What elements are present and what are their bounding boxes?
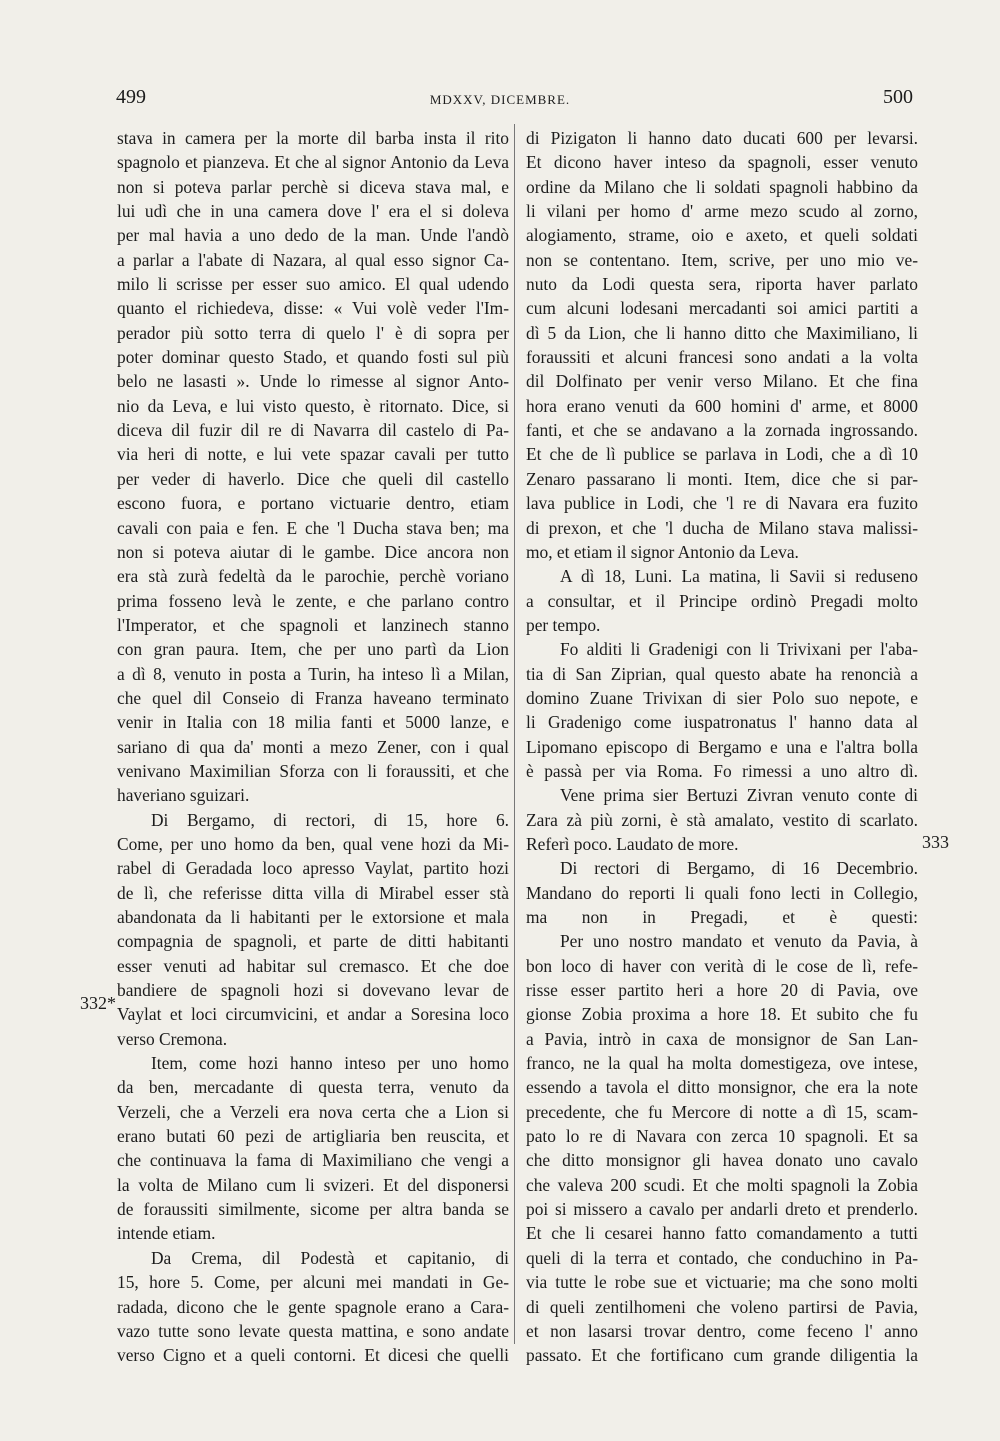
text-line: a dì 8, venuto in posta a Turin, ha inteso lì a Milan, <box>117 663 509 684</box>
text-line: precedente, che fu Mercore di notte a dì 15, scam- <box>526 1101 918 1122</box>
text-line: è passà per via Roma. Fo rimessi a uno altro dì. <box>526 760 918 781</box>
text-line: passato. Et che fortificano cum grande diligentia la <box>526 1345 918 1366</box>
text-line: la volta de Milano cum li svizeri. Et del disponersi <box>117 1174 509 1195</box>
page-header <box>0 86 1000 116</box>
running-title: MDXXV, DICEMBRE. <box>429 92 571 107</box>
text-line: per mal havia a uno dedo de la man. Unde l'andò <box>117 225 509 246</box>
text-line: poter dominar questo Stado, et quando fosti sul più <box>117 347 509 368</box>
margin-note-right: 333 <box>922 832 949 852</box>
text-line: et non lasarsi trovar dentro, come feceno l' anno <box>526 1320 918 1341</box>
text-line: tia di San Ziprian, qual questo abate ha renoncià a <box>526 663 918 684</box>
text-line: risse esser partito heri a hore 20 di Pavia, ove <box>526 980 918 1001</box>
text-line: venir in Italia con 18 milia fanti et 5000 lanze, e <box>117 712 509 733</box>
text-line: milo li scrisse per esser suo amico. El qual udendo <box>117 274 509 295</box>
text-line: Vene prima sier Bertuzi Zivran venuto conte di <box>560 785 918 806</box>
text-line: Et dicono haver inteso da spagnoli, esser venuto <box>526 152 918 173</box>
text-line: foraussiti et alcuni francesi sono andati a la volta <box>526 347 918 368</box>
text-line: non si poteva parlar perchè si diceva stava mal, e <box>117 176 509 197</box>
text-line: de foraussiti similmente, sicome per altra banda se <box>117 1199 509 1220</box>
text-line: sariano di qua da' monti a mezo Zener, con i qual <box>117 736 509 757</box>
text-line: franco, ne la qual ha molta domestigeza, ove intese, <box>526 1053 918 1074</box>
text-line: verso Cremona. <box>117 1028 228 1049</box>
text-line: non se contentano. Item, scrive, per uno mio ve- <box>526 249 918 270</box>
text-line: Referì poco. Laudato de more. <box>526 833 739 854</box>
left-column <box>117 126 509 1368</box>
text-line: diceva dil fuzir dil re di Navarra dil castelo di Pa- <box>117 420 509 441</box>
text-line: cum alcuni lodesani mercadanti soi amici partiti a <box>526 298 918 319</box>
column-divider <box>514 124 515 1344</box>
text-line: haveriano sguizari. <box>117 785 250 806</box>
text-line: Et che de lì publice se parlava in Lodi, che a dì 10 <box>526 444 918 465</box>
text-line: fanti, et che se andavano a la zornada ingrossando. <box>526 420 918 441</box>
text-line: bon loco di haver con verità di le cose de lì, refe- <box>526 955 918 976</box>
text-line: escono fuora, e portano victuarie dentro, etiam <box>117 493 509 514</box>
text-line: di queli zentilhomeni che voleno partirsi de Pavia, <box>526 1296 918 1317</box>
text-line: stava in camera per la morte dil barba insta il rito <box>117 128 509 148</box>
text-line: Fo alditi li Gradenigi con li Trivixani per l'aba- <box>560 639 918 660</box>
text-line: gionse Zobia proxima a hore 18. Et subito che fu <box>526 1004 918 1025</box>
text-line: via heri di notte, e lui vete spazar cavali per tutto <box>117 444 509 465</box>
text-line: Da Crema, dil Podestà et capitanio, di <box>151 1247 509 1268</box>
page-number-right: 500 <box>883 86 913 108</box>
text-line: spagnolo et pianzeva. Et che al signor Antonio da Leva <box>117 152 509 173</box>
text-line: a Pavia, intrò in caxa de monsignor de San Lan- <box>526 1028 918 1049</box>
text-line: che ditto monsignor gli havea donato uno cavalo <box>526 1150 918 1171</box>
text-line: l'Imperator, et che spagnoli et lanzinech stanno <box>117 614 509 635</box>
text-line: Zara zà più zorni, è stà amalato, vestito di scarlato. <box>526 809 918 830</box>
text-line: Zenaro passarano li monti. Item, dice che si par- <box>526 468 918 489</box>
text-line: dì 5 da Lion, che li hanno ditto che Maximiliano, li <box>526 322 918 343</box>
text-line: Item, come hozi hanno inteso per uno homo <box>151 1053 509 1074</box>
text-line: intende etiam. <box>117 1223 216 1244</box>
text-line: de lì, che referisse ditta villa di Mirabel esser stà <box>117 882 509 903</box>
text-line: verso Cigno et a queli contorni. Et dicesi che quelli <box>117 1345 509 1366</box>
text-line: Et che li cesarei hanno fatto comandamento a tutti <box>526 1223 918 1244</box>
text-line: essendo a tavola el ditto monsignor, che era la note <box>526 1077 918 1098</box>
text-line: alogiamento, strame, oio e axeto, et queli soldati <box>526 225 918 246</box>
text-line: Come, per uno homo da ben, qual vene hozi da Mi- <box>117 833 509 854</box>
text-line: ma non in Pregadi, et è questi: <box>526 907 918 927</box>
text-line: nio da Leva, e lui visto questo, è ritornato. Dice, si <box>117 395 509 416</box>
text-line: che quel dil Conseio di Franza haveano terminato <box>117 687 509 708</box>
text-line: di prexon, et che 'l ducha de Milano stava malissi- <box>526 517 918 538</box>
text-line: ordine da Milano che li soldati spagnoli habbino da <box>526 176 918 197</box>
text-line: erano butati 60 pezi de artigliaria ben reuscita, et <box>117 1126 509 1147</box>
text-line: li Gradenigo come iuspatronatus l' hanno data al <box>526 712 918 733</box>
text-line: a parlar a l'abate di Nazara, al qual esso signor Ca- <box>117 249 509 270</box>
text-line: con gran paura. Item, che per uno partì da Lion <box>117 639 509 660</box>
text-line: venivano Maximilian Sforza con li foraussiti, et che <box>117 760 509 781</box>
text-line: bandiere de spagnoli hozi si dovevano levar de <box>117 980 509 1001</box>
text-line: lava publice in Lodi, che 'l re di Navara era fuzito <box>526 493 918 514</box>
text-line: quanto el richiedeva, disse: « Vui volè veder l'Im- <box>117 298 509 319</box>
text-line: hora erano venuti da 600 homini d' arme, et 8000 <box>526 395 918 416</box>
text-line: compagnia de spagnoli, et parte de ditti habitanti <box>117 931 509 952</box>
text-line: Per uno nostro mandato et venuto da Pavia, à <box>560 931 918 952</box>
text-line: rabel di Geradada loco apresso Vaylat, partito hozi <box>117 858 509 879</box>
text-line: Vaylat et loci circumvicini, et andar a Soresina loco <box>117 1004 509 1025</box>
text-line: che valeva 200 scudi. Et che molti spagnoli la Zobia <box>526 1174 918 1195</box>
page-number-left: 499 <box>116 86 146 108</box>
text-line: A dì 18, Luni. La matina, li Savii si reduseno <box>560 566 918 587</box>
text-line: non si poteva aiutar di le gambe. Dice ancora non <box>117 541 509 562</box>
margin-note-left: 332* <box>80 993 116 1013</box>
text-line: cavali con paia e fen. E che 'l Ducha stava ben; ma <box>117 517 509 538</box>
text-line: Mandano do reporti li quali fono lecti in Collegio, <box>526 882 918 903</box>
text-line: via tutte le robe sue et victuarie; ma che sono molti <box>526 1272 918 1293</box>
text-line: per veder di haverlo. Dice che queli dil castello <box>117 468 509 489</box>
text-line: prima fosseno levà le zente, e che parlano contro <box>117 590 509 611</box>
text-line: mo, et etiam il signor Antonio da Leva. <box>526 541 799 562</box>
text-line: dil Dolfinato per venir verso Milano. Et che fina <box>526 371 918 392</box>
text-line: nuto da Lodi questa sera, riporta haver parlato <box>526 274 918 295</box>
text-line: per tempo. <box>526 614 601 635</box>
text-line: perador più sotto terra di quelo l' è di sopra per <box>117 322 509 343</box>
text-line: poi si missero a cavalo per andarli dreto et prenderlo. <box>526 1199 918 1220</box>
text-line: domino Zuane Trivixan di sier Polo suo nepote, e <box>526 687 918 708</box>
text-line: vazo tutte sono levate questa mattina, e sono andate <box>117 1320 509 1341</box>
text-line: queli di la terra et contado, che conduchino in Pa- <box>526 1247 918 1268</box>
text-line: radada, dicono che le gente spagnole erano a Cara- <box>117 1296 509 1317</box>
text-line: 15, hore 5. Come, per alcuni mei mandati in Ge- <box>117 1272 509 1293</box>
text-line: li vilani per homo d' arme mezo scudo al zorno, <box>526 201 918 222</box>
text-line: Di rectori di Bergamo, di 16 Decembrio. <box>560 858 918 879</box>
text-line: lui udì che in una camera dove l' era el si doleva <box>117 201 509 222</box>
text-line: abandonata da li habitanti per le extorsione et mala <box>117 907 509 927</box>
text-line: di Pizigaton li hanno dato ducati 600 per levarsi. <box>526 128 918 148</box>
text-line: a consultar, et il Principe ordinò Pregadi molto <box>526 590 918 611</box>
text-line: Di Bergamo, di rectori, di 15, hore 6. <box>151 809 509 830</box>
text-line: Verzeli, che a Verzeli era nova certa che a Lion si <box>117 1101 509 1122</box>
text-line: esser venuti ad habitar sul cremasco. Et che doe <box>117 955 509 976</box>
text-line: Lipomano episcopo di Bergamo e una e l'altra bolla <box>526 736 918 757</box>
text-line: pato lo re di Navara con zerca 10 spagnoli. Et sa <box>526 1126 918 1147</box>
text-line: era stà zurà fedeltà da le parochie, perchè voriano <box>117 566 509 587</box>
text-line: da ben, mercadante di questa terra, venuto da <box>117 1077 509 1098</box>
right-column <box>526 126 918 1368</box>
text-line: che continuava la fama di Maximiliano che vengi a <box>117 1150 509 1171</box>
text-line: belo ne lasasti ». Unde lo rimesse al signor Anto- <box>117 371 509 392</box>
